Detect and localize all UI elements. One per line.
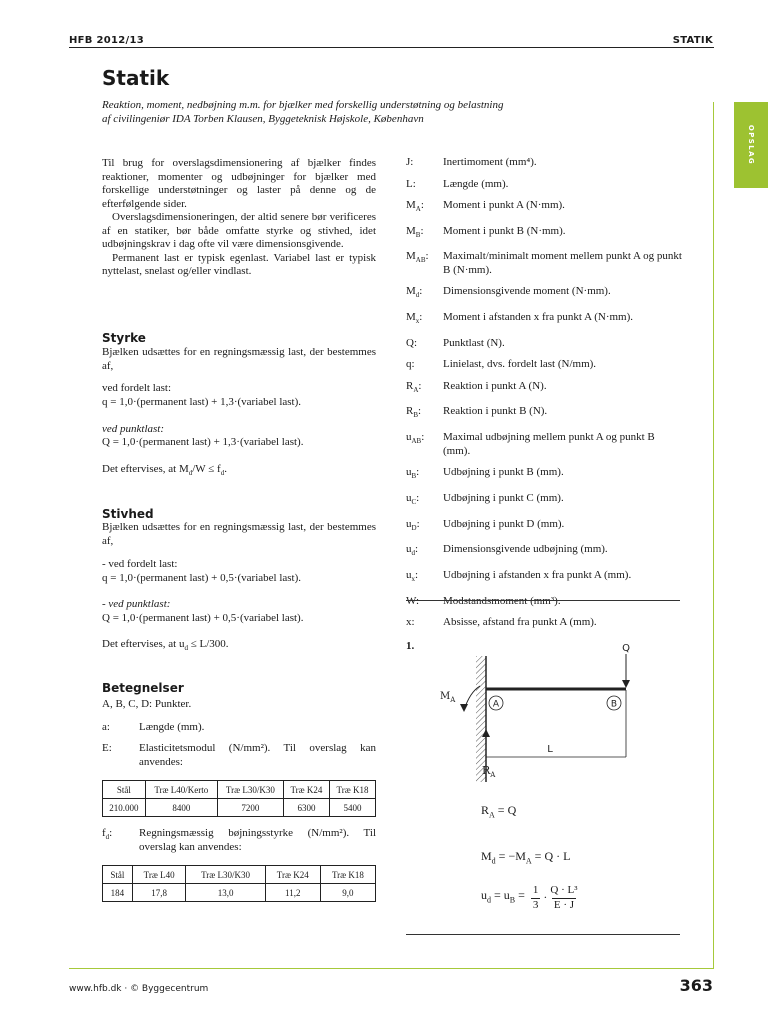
moment-arrowhead	[460, 704, 468, 712]
formula-deflection: $u_d = u_B$ = $\frac{1}{3}$ · $\frac{\text{Q · L³}}{E \cdot J}$	[481, 884, 578, 911]
styrke-fordelt-formula: q = 1,0·(permanent last) + 1,3·(variabel last).	[102, 396, 302, 408]
load-arrowhead	[622, 680, 630, 688]
table-header-cell: Stål	[103, 781, 146, 799]
symbol-key: $u_d$:	[406, 543, 419, 558]
betegnelser-a-desc: Længde (mm).	[139, 721, 205, 733]
header-rule	[69, 47, 714, 48]
symbol-row	[406, 595, 682, 609]
symbol-key: x:	[406, 616, 415, 629]
formula-moment: $M_d = -M_A = Q \cdot L$	[481, 849, 571, 866]
symbol-key: L:	[406, 177, 416, 190]
symbol-description: Inertimoment (mm⁴).	[443, 156, 537, 168]
reaction-label: $R_A$	[482, 764, 496, 779]
table-row	[103, 884, 376, 902]
formula-dot: ·	[543, 890, 548, 905]
side-tab-label: OPSLAG	[747, 124, 755, 166]
intro-text	[102, 157, 376, 279]
symbol-description: Moment i afstanden x fra punkt A (N·mm).	[443, 311, 634, 324]
symbol-row	[406, 569, 682, 587]
fraction-denominator: E · J	[553, 898, 575, 911]
styrke-check-end: .	[224, 463, 227, 475]
symbol-row	[406, 616, 682, 630]
load-label: Q	[622, 643, 630, 654]
table-header-cell: Stål	[103, 866, 133, 884]
symbol-description: Udbøjning i afstanden x fra punkt A (mm).	[443, 568, 632, 581]
symbol-row	[406, 199, 682, 217]
fraction-numerator: 1	[532, 884, 539, 896]
header-section: STATIK	[672, 35, 713, 46]
table-header-cell: Træ K18	[329, 781, 375, 799]
formula-subscript: A	[525, 856, 532, 866]
table-cell: 11,2	[265, 884, 320, 902]
cantilever-diagram	[430, 640, 650, 790]
betegnelser-a-key: a:	[102, 721, 110, 733]
symbol-key: $u_B$:	[406, 466, 420, 481]
symbol-description: Moment i punkt B (N·mm).	[443, 224, 566, 237]
symbol-description: Dimensionsgivende udbøjning (mm).	[443, 543, 608, 556]
styrke-check-prefix: Det eftervises, at M	[102, 463, 189, 475]
symbol-key: $M_A$:	[406, 199, 424, 214]
formula-symbol: R	[481, 803, 490, 817]
table-cell: 17,8	[132, 884, 186, 902]
frame-line-horizontal	[69, 968, 714, 969]
intro-paragraph: Overslagsdimensioneringen, der altid senere bør verificeres af en statiker, bør både omfatte styrke og stivhed, idet udbøjningskrav i dag ofte vil være dimensionsgivende.	[102, 211, 376, 250]
fd-strength-table	[102, 865, 376, 902]
symbol-row	[406, 225, 682, 243]
styrke-text: Bjælken udsættes for en regningsmæssig last, der bestemmes af,	[102, 346, 376, 372]
symbol-row	[406, 250, 682, 277]
betegnelser-heading: Betegnelser	[102, 681, 184, 695]
symbol-description: Absisse, afstand fra punkt A (mm).	[443, 616, 597, 629]
symbol-description: Reaktion i punkt A (N).	[443, 379, 547, 392]
symbol-description: Linielast, dvs. fordelt last (N/mm).	[443, 358, 597, 371]
symbol-description: Udbøjning i punkt C (mm).	[443, 491, 564, 504]
symbol-key	[406, 595, 443, 609]
symbol-key: J:	[406, 156, 414, 168]
stivhed-heading: Stivhed	[102, 507, 154, 521]
table-header-row	[103, 866, 376, 884]
point-b-label: B	[610, 699, 618, 710]
betegnelser-points: A, B, C, D: Punkter.	[102, 698, 192, 710]
styrke-punkt-label: ved punktlast:	[102, 423, 165, 435]
formula-mid: = −M	[498, 849, 526, 863]
symbol-key: $R_A$:	[406, 379, 422, 394]
table-cell: 8400	[145, 799, 217, 817]
table-cell: 9,0	[320, 884, 375, 902]
symbol-row	[406, 156, 682, 170]
symbol-description	[443, 595, 682, 609]
stivhed-punkt-formula: Q = 1,0·(permanent last) + 0,5·(variabel last).	[102, 612, 304, 624]
symbol-description: Punktlast (N).	[443, 336, 505, 349]
formula-mid: = u	[494, 888, 510, 903]
table-header-cell: Træ L40	[132, 866, 186, 884]
table-cell: 7200	[217, 799, 283, 817]
stivhed-fordelt-formula: q = 1,0·(permanent last) + 0,5·(variabel last).	[102, 572, 302, 584]
symbol-description: Udbøjning i punkt B (mm).	[443, 466, 564, 479]
case-number: 1.	[406, 640, 415, 652]
styrke-check-mid: /W ≤ f	[192, 463, 221, 475]
symbol-row	[406, 518, 682, 536]
symbol-row	[406, 178, 682, 192]
symbol-row	[406, 380, 682, 398]
symbol-key: $M_B$:	[406, 224, 424, 239]
section-rule	[406, 600, 680, 601]
symbol-key: $R_B$:	[406, 405, 422, 420]
formula-equals: =	[518, 888, 525, 903]
symbol-row	[406, 285, 682, 303]
stivhed-text: Bjælken udsættes for en regningsmæssig last, der bestemmes af,	[102, 521, 376, 547]
fraction-one-third	[531, 884, 541, 912]
symbol-key: $u_{AB}$:	[406, 431, 425, 446]
length-label: L	[547, 744, 553, 755]
table-header-row	[103, 781, 376, 799]
page-title: Statik	[102, 66, 170, 90]
header-publication: HFB 2012/13	[69, 35, 145, 46]
symbol-row	[406, 431, 682, 458]
symbol-row	[406, 492, 682, 510]
betegnelser-fd-desc: Regningsmæssig bøjningsstyrke (N/mm²). Til overslag kan anvendes:	[139, 827, 376, 853]
symbol-key: q:	[406, 358, 415, 371]
subtitle-line-1: Reaktion, moment, nedbøjning m.m. for bjælker med forskellig understøtning og belastning	[102, 99, 504, 111]
styrke-punkt-formula: Q = 1,0·(permanent last) + 1,3·(variabel last).	[102, 436, 304, 448]
formula-rhs: = Q · L	[534, 849, 571, 863]
symbol-key: $M_x$:	[406, 311, 423, 326]
symbol-key: $M_{AB}$:	[406, 250, 429, 265]
table-row	[103, 799, 376, 817]
page-number: 363	[679, 976, 713, 995]
styrke-heading: Styrke	[102, 331, 146, 345]
formula-subscript: B	[509, 895, 516, 905]
table-header-cell: Træ L30/K30	[217, 781, 283, 799]
table-cell: 5400	[329, 799, 375, 817]
formula-subscript: A	[489, 810, 495, 820]
section-rule	[406, 934, 680, 935]
symbol-description: Reaktion i punkt B (N).	[443, 405, 548, 418]
betegnelser-e-desc: Elasticitetsmodul (N/mm²). Til overslag kan anvendes:	[139, 742, 376, 768]
table-header-cell: Træ L30/K30	[186, 866, 265, 884]
symbol-row	[406, 337, 682, 351]
symbol-key: $u_C$:	[406, 491, 420, 506]
symbol-key: $u_D$:	[406, 517, 420, 532]
symbol-row	[406, 543, 682, 561]
symbol-description: Længde (mm).	[443, 177, 509, 190]
table-header-cell: Træ K18	[320, 866, 375, 884]
stivhed-fordelt-label: - ved fordelt last:	[102, 558, 178, 570]
symbol-description: Maximalt/minimalt moment mellem punkt A og punkt B (N·mm).	[443, 250, 682, 276]
stivhed-punkt-label: - ved punktlast:	[102, 598, 171, 610]
moment-label: $M_A$	[440, 691, 456, 704]
betegnelser-e-key: E:	[102, 742, 112, 754]
fraction-denominator: 3	[532, 898, 539, 911]
symbol-description: Maximal udbøjning mellem punkt A og punkt B (mm).	[443, 431, 655, 457]
fraction-numerator: Q · L³	[550, 884, 578, 896]
e-modulus-table	[102, 780, 376, 817]
stivhed-check-end: ≤ L/300.	[187, 638, 229, 650]
intro-paragraph: Til brug for overslagsdimensionering af bjælker findes reaktioner, momenter og udbøjninger for bjælker med forskellige understøtninger og laster på denne og de efterfølgende sider.	[102, 157, 376, 210]
symbol-description: Dimensionsgivende moment (N·mm).	[443, 285, 611, 298]
formula-reaction	[481, 804, 516, 822]
table-header-cell: Træ K24	[265, 866, 320, 884]
symbol-key: $M_d$:	[406, 285, 423, 300]
symbol-row	[406, 405, 682, 423]
symbol-row	[406, 466, 682, 484]
frame-line-vertical	[713, 102, 714, 968]
footer-credit: www.hfb.dk · © Byggecentrum	[69, 984, 209, 994]
stivhed-check: Det eftervises, at $u_d \le L/300$.	[102, 638, 229, 653]
symbol-row	[406, 358, 682, 372]
table-cell: 13,0	[186, 884, 265, 902]
subtitle-line-2: af civilingeniør IDA Torben Klausen, Byggeteknisk Højskole, København	[102, 113, 424, 125]
symbol-key: $u_x$:	[406, 568, 419, 584]
symbol-description: Udbøjning i punkt D (mm).	[443, 517, 565, 530]
styrke-fordelt-label: ved fordelt last:	[102, 382, 172, 394]
symbol-row	[406, 311, 682, 329]
point-a-label: A	[492, 699, 500, 710]
symbol-key: Q:	[406, 336, 417, 349]
symbol-description: Moment i punkt A (N·mm).	[443, 199, 565, 211]
page-subtitle	[102, 98, 582, 126]
stivhed-check-prefix: Det eftervises, at u	[102, 638, 185, 650]
table-header-cell: Træ L40/Kerto	[145, 781, 217, 799]
styrke-check: Det eftervises, at $M_d/W \le f_d$.	[102, 463, 227, 478]
formula-rhs: = Q	[497, 803, 517, 817]
fraction-ql3-ej	[550, 884, 577, 912]
table-cell: 184	[103, 884, 133, 902]
table-cell: 6300	[283, 799, 329, 817]
betegnelser-fd-key: $f_d$:	[102, 827, 113, 842]
table-cell: 210.000	[103, 799, 146, 817]
table-header-cell: Træ K24	[283, 781, 329, 799]
symbol-list	[406, 156, 682, 638]
intro-paragraph: Permanent last er typisk egenlast. Variabel last er typisk nyttelast, snelast og/eller vindlast.	[102, 251, 376, 277]
side-tab	[734, 102, 768, 188]
